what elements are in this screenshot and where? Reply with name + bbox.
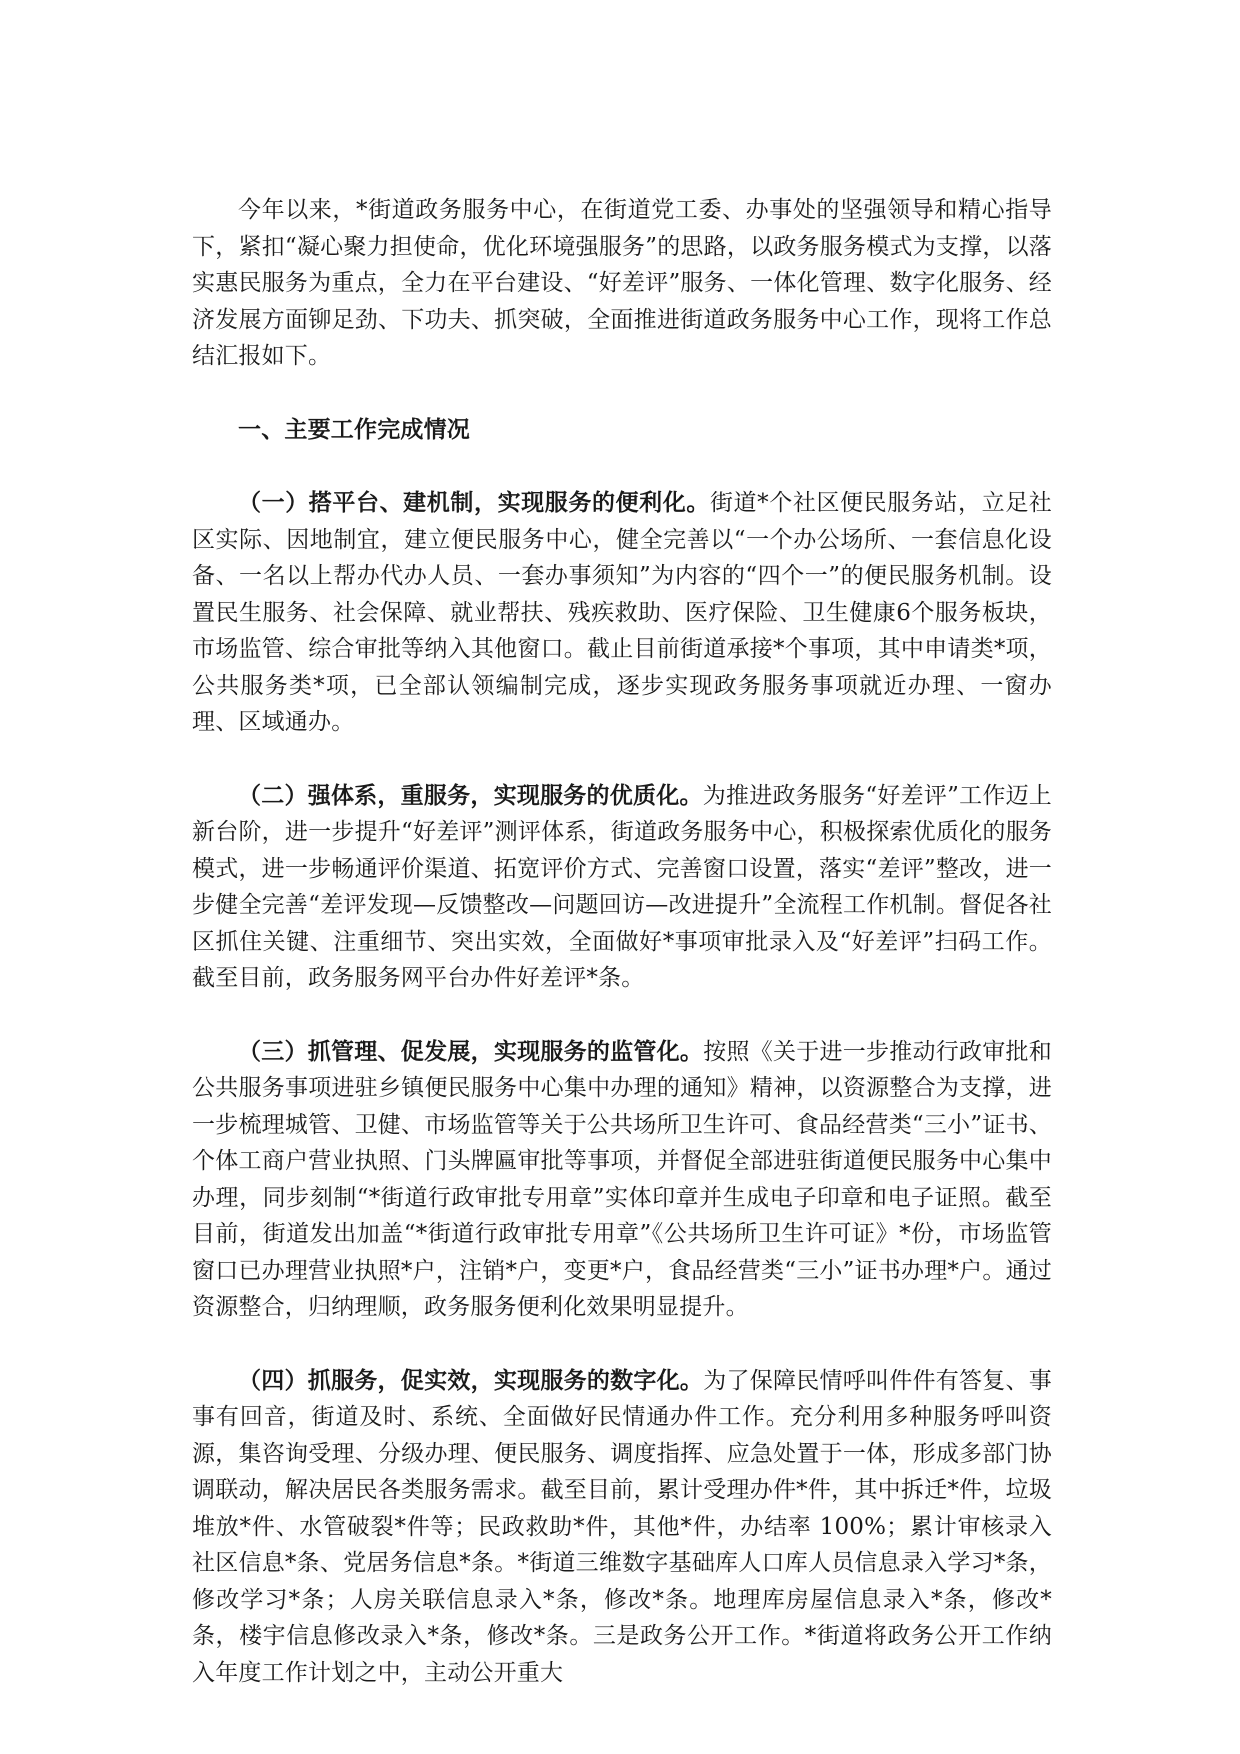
section-heading-main-work: 一、主要工作完成情况: [238, 415, 470, 443]
item-lead-3: （三）抓管理、促发展，实现服务的监管化。: [238, 1037, 704, 1065]
item-paragraph-1: [192, 485, 1052, 741]
item-body-3: 按照《关于进一步推动行政审批和公共服务事项进驻乡镇便民服务中心集中办理的通知》精神，以资源整合为支撑，进一步梳理城管、卫健、市场监管等关于公共场所卫生许可、食品经营类“三小”证书、个体工商户营业执照、门头牌匾审批等事项，并督促全部进驻街道便民服务中心集中办理，同步刻制“*街道行政审批专用章”实体印章并生成电子印章和电子证照。截至目前，街道发出加盖“*街道行政审批专用章”《公共场所卫生许可证》*份，市场监管窗口已办理营业执照*户，注销*户，变更*户，食品经营类“三小”证书办理*户。通过资源整合，归纳理顺，政务服务便利化效果明显提升。: [192, 1038, 1053, 1320]
item-body-2: 为推进政务服务“好差评”工作迈上新台阶，进一步提升“好差评”测评体系，街道政务服务中心，积极探索优质化的服务模式，进一步畅通评价渠道、拓宽评价方式、完善窗口设置，落实“差评”整改，进一步健全完善“差评发现—反馈整改—问题回访—改进提升”全流程工作机制。督促各社区抓住关键、注重细节、突出实效，全面做好*事项审批录入及“好差评”扫码工作。截至目前，政务服务网平台办件好差评*条。: [192, 782, 1053, 991]
item-lead-1: （一）搭平台、建机制，实现服务的便利化。: [238, 489, 710, 516]
document-page: [192, 192, 1052, 1728]
item-paragraph-2: [192, 778, 1052, 997]
item-paragraph-4: [192, 1363, 1052, 1692]
item-paragraph-3: [192, 1034, 1052, 1326]
item-lead-2: （二）强体系，重服务，实现服务的优质化。: [238, 781, 703, 809]
item-lead-4: （四）抓服务，促实效，实现服务的数字化。: [238, 1366, 704, 1394]
intro-paragraph: 今年以来，*街道政务服务中心，在街道党工委、办事处的坚强领导和精心指导下，紧扣“凝心聚力担使命，优化环境强服务”的思路，以政务服务模式为支撑，以落实惠民服务为重点，全力在平台建设、“好差评”服务、一体化管理、数字化服务、经济发展方面铆足劲、下功夫、抓突破，全面推进街道政务服务中心工作，现将工作总结汇报如下。: [192, 197, 1052, 369]
item-body-1: 街道*个社区便民服务站，立足社区实际、因地制宜，建立便民服务中心，健全完善以“一个办公场所、一套信息化设备、一名以上帮办代办人员、一套办事须知”为内容的“四个一”的便民服务机制。设置民生服务、社会保障、就业帮扶、残疾救助、医疗保险、卫生健康6个服务板块，市场监管、综合审批等纳入其他窗口。截止目前街道承接*个事项，其中申请类*项，公共服务类*项，已全部认领编制完成，逐步实现政务服务事项就近办理、一窗办理、区域通办。: [192, 490, 1053, 735]
item-body-4: 为了保障民情呼叫件件有答复、事事有回音，街道及时、系统、全面做好民情通办件工作。充分利用多种服务呼叫资源，集咨询受理、分级办理、便民服务、调度指挥、应急处置于一体，形成多部门协调联动，解决居民各类服务需求。截至目前，累计受理办件*件，其中拆迁*件，垃圾堆放*件、水管破裂*件等；民政救助*件，其他*件，办结率 100%；累计审核录入社区信息*条、党居务信息*条。*街道三维数字基础库人口库人员信息录入学习*条，修改学习*条；人房关联信息录入*条，修改*条。地理库房屋信息录入*条，修改*条，楼宇信息修改录入*条，修改*条。三是政务公开工作。*街道将政务公开工作纳入年度工作计划之中，主动公开重大: [192, 1367, 1053, 1686]
